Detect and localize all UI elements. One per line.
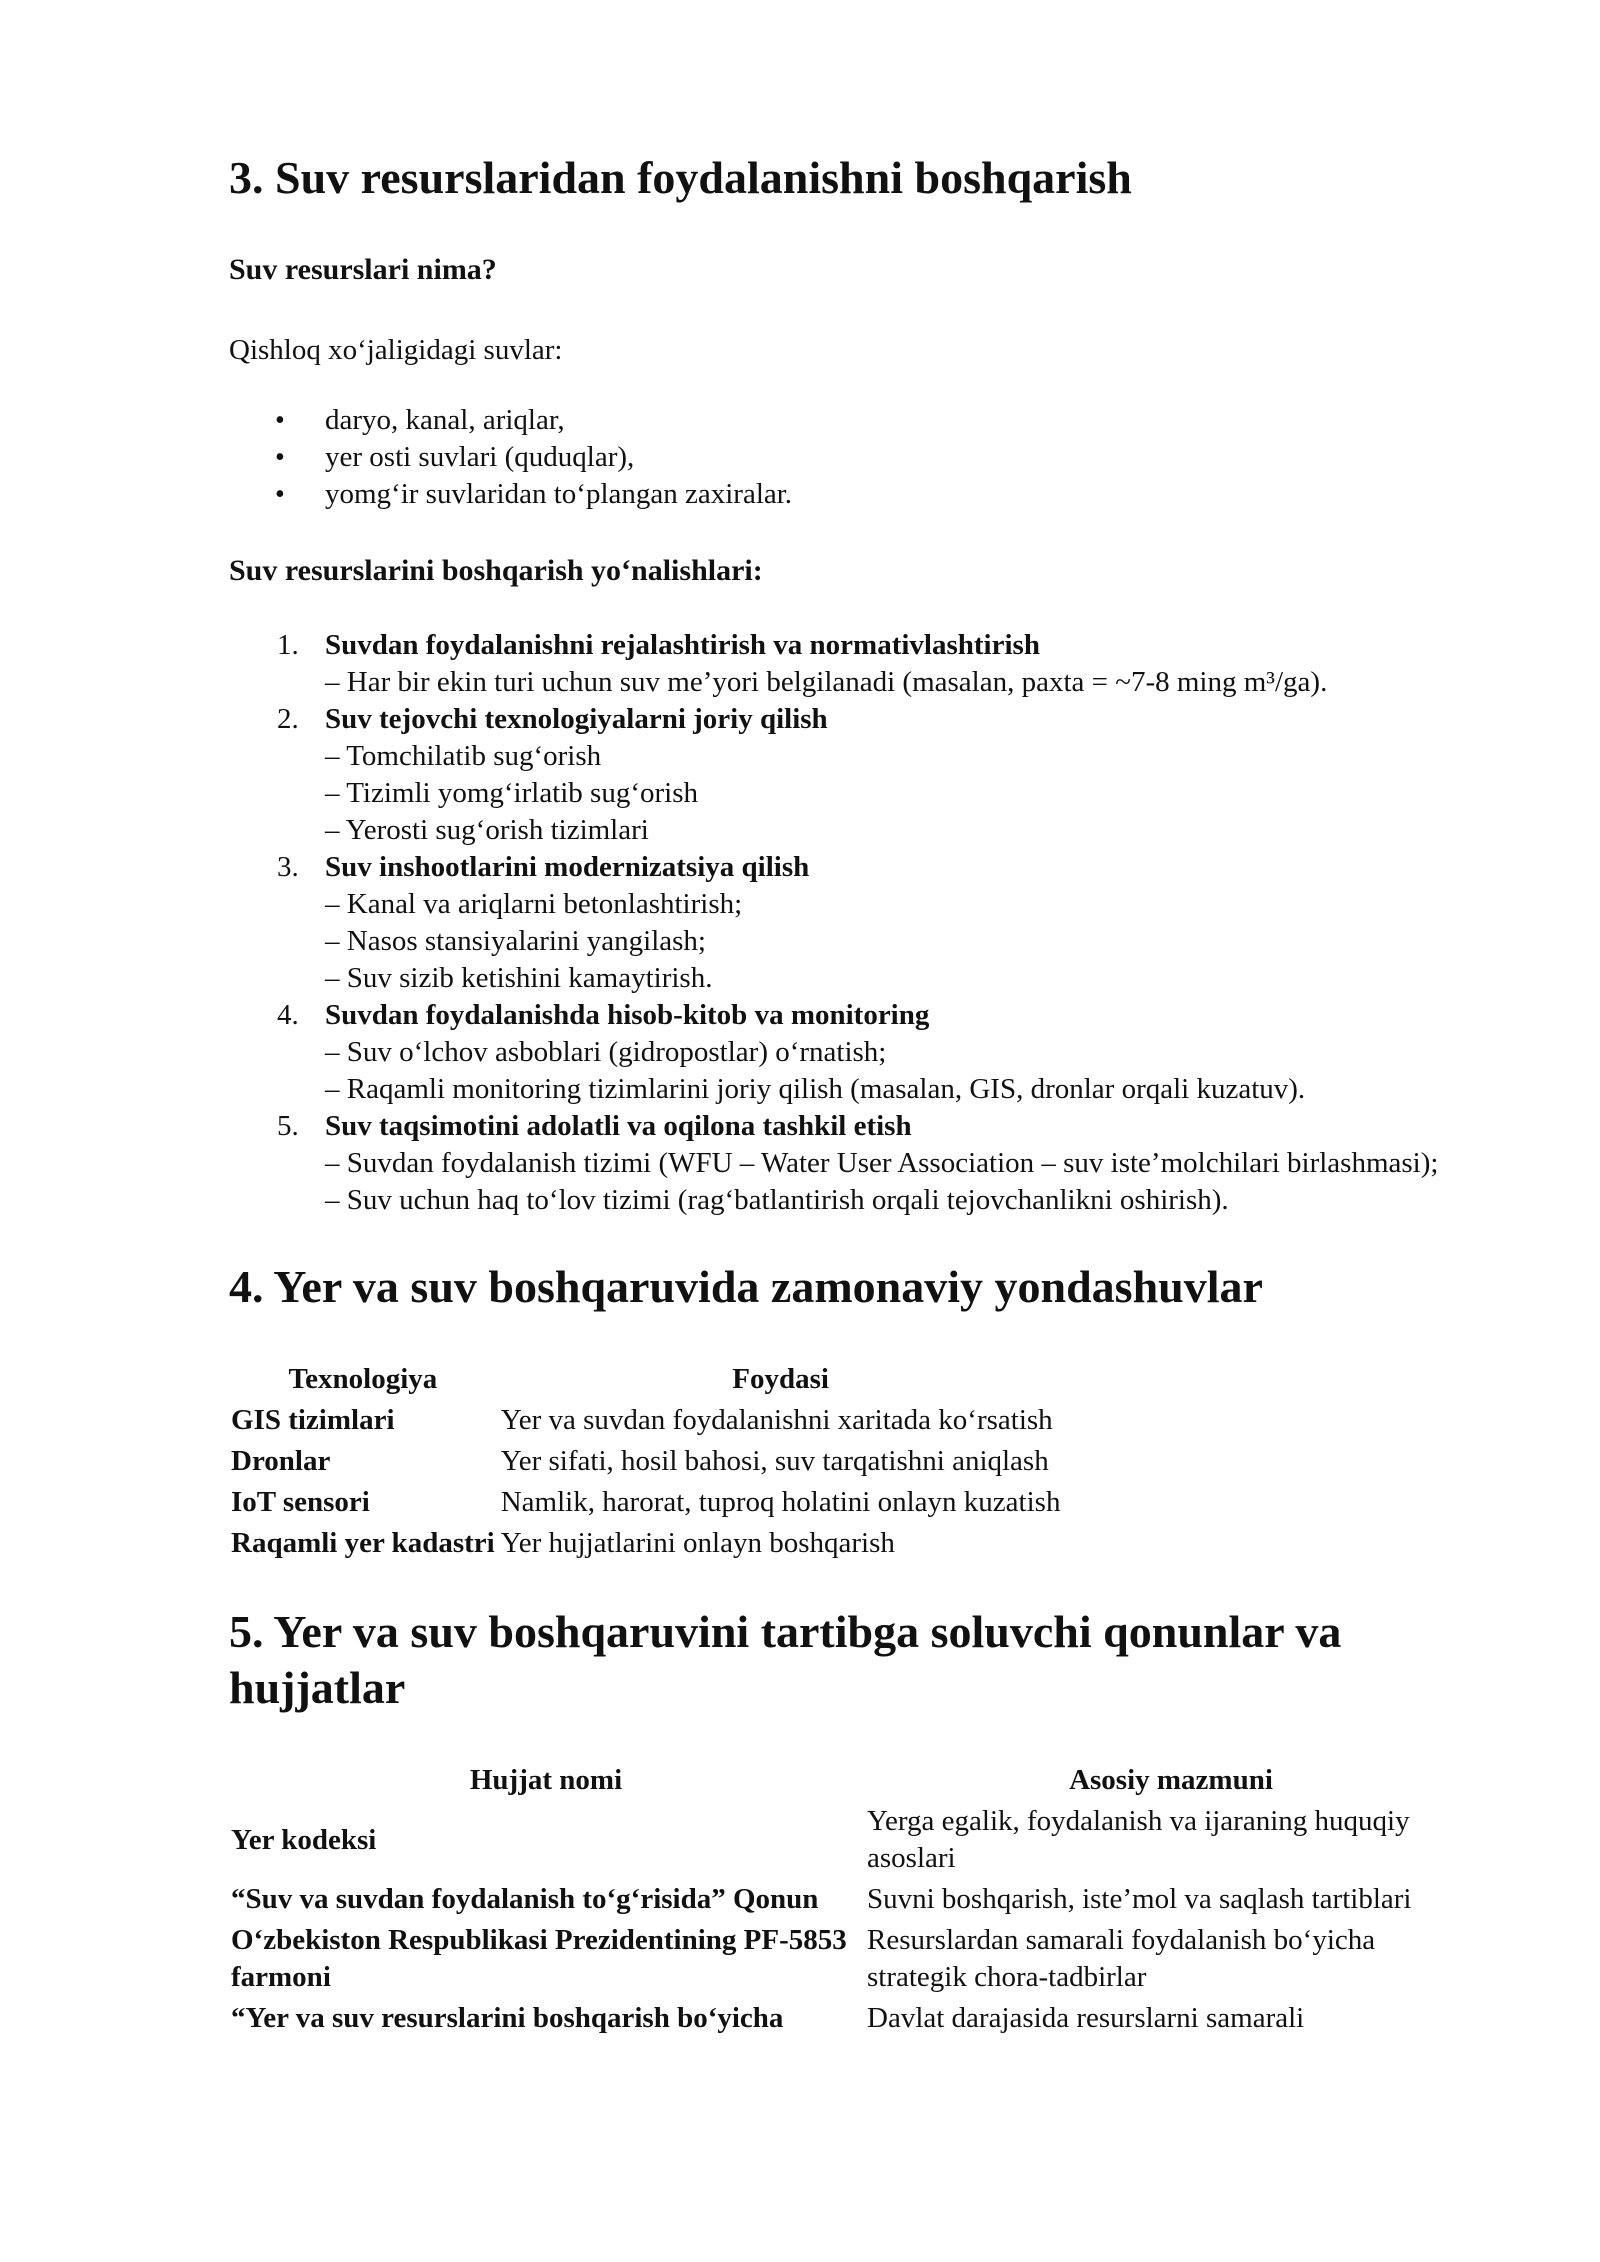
table-row [229,1801,1479,1879]
direction-line: – Kanal va ariqlarni betonlashtirish; [325,888,743,920]
column-header: Texnologiya [288,1363,438,1395]
table-cell: Resurslardan samarali foydalanish bo‘yicha strategik chora-tadbirlar [867,1924,1376,1993]
direction-line: – Suv sizib ketishini kamaytirish. [325,962,713,994]
table-cell: “Suv va suvdan foydalanish to‘g‘risida” Qonun [231,1883,819,1915]
list-item: • yer osti suvlari (quduqlar), [325,439,1479,476]
direction-line: – Tizimli yomg‘irlatib sug‘orish [325,777,698,809]
table-cell: IoT sensori [231,1486,370,1518]
table-row [229,1920,1479,1998]
document-page [229,150,1479,2039]
table-cell: Yer sifati, hosil bahosi, suv tarqatishni aniqlash [500,1445,1049,1477]
table-row [229,1482,1064,1523]
column-header: Foydasi [732,1363,829,1395]
list-item: • yomg‘ir suvlaridan to‘plangan zaxiralar. [325,476,1479,513]
item-number: 3. [277,851,299,883]
section-5-title: 5. Yer va suv boshqaruvini tartibga soluvchi qonunlar va hujjatlar [229,1606,1342,1713]
table-cell: GIS tizimlari [231,1404,395,1436]
direction-item [229,849,1479,997]
list-item: • daryo, kanal, ariqlar, [325,402,1479,439]
table-cell: “Yer va suv resurslarini boshqarish bo‘yicha [231,2002,784,2034]
table-cell: Yerga egalik, foydalanish va ijaraning huquqiy asoslari [867,1805,1410,1874]
direction-title: Suvdan foydalanishda hisob-kitob va monitoring [325,999,930,1031]
table-cell: Raqamli yer kadastri [231,1527,495,1559]
direction-line: – Raqamli monitoring tizimlarini joriy qilish (masalan, GIS, dronlar orqali kuzatuv). [325,1073,1306,1105]
table-cell: Yer va suvdan foydalanishni xaritada ko‘rsatish [500,1404,1053,1436]
table-cell: Yer hujjatlarini onlayn boshqarish [500,1527,895,1559]
table-cell: O‘zbekiston Respublikasi Prezidentining PF-5853 farmoni [231,1924,847,1993]
direction-title: Suv inshootlarini modernizatsiya qilish [325,851,810,883]
legal-documents-table [229,1760,1479,2039]
table-header-row [229,1760,1479,1801]
table-row [229,1998,1479,2039]
table-row [229,1400,1064,1441]
column-header: Asosiy mazmuni [1069,1764,1273,1796]
table-row [229,1523,1064,1564]
direction-item [229,627,1479,701]
section-3-subtitle: Suv resurslari nima? [229,253,497,286]
section-4-title: 4. Yer va suv boshqaruvida zamonaviy yondashuvlar [229,1261,1263,1312]
direction-line: – Suvdan foydalanish tizimi (WFU – Water User Association – suv iste’molchilari birlashmasi); [325,1147,1439,1179]
direction-line: – Tomchilatib sug‘orish [325,740,602,772]
direction-title: Suv tejovchi texnologiyalarni joriy qilish [325,703,828,735]
table-cell: Suvni boshqarish, iste’mol va saqlash tartiblari [867,1883,1412,1915]
item-number: 5. [277,1110,299,1142]
direction-title: Suvdan foydalanishni rejalashtirish va normativlashtirish [325,629,1040,661]
technology-table [229,1359,1064,1564]
directions-title: Suv resurslarini boshqarish yo‘nalishlari: [229,554,763,587]
water-sources-list [229,402,1479,513]
direction-line: – Suv uchun haq to‘lov tizimi (rag‘batlantirish orqali tejovchanlikni oshirish). [325,1184,1229,1216]
direction-title: Suv taqsimotini adolatli va oqilona tashkil etish [325,1110,912,1142]
section-3-title: 3. Suv resurslaridan foydalanishni boshqarish [229,152,1132,203]
direction-line: – Har bir ekin turi uchun suv me’yori belgilanadi (masalan, paxta = ~7-8 ming m³/ga). [325,666,1328,698]
direction-item [229,997,1479,1108]
direction-item [229,1108,1479,1219]
item-number: 2. [277,703,299,735]
item-number: 4. [277,999,299,1031]
column-header: Hujjat nomi [469,1764,623,1796]
table-row [229,1441,1064,1482]
directions-list [229,627,1479,1219]
section-3-intro: Qishloq xo‘jaligidagi suvlar: [229,334,563,366]
table-cell: Davlat darajasida resurslarni samarali [867,2002,1305,2034]
direction-line: – Nasos stansiyalarini yangilash; [325,925,706,957]
direction-line: – Suv o‘lchov asboblari (gidropostlar) o‘rnatish; [325,1036,887,1068]
table-row [229,1879,1479,1920]
item-number: 1. [277,629,299,661]
table-header-row [229,1359,1064,1400]
table-cell: Yer kodeksi [231,1823,377,1856]
table-cell: Dronlar [231,1445,331,1477]
direction-line: – Yerosti sug‘orish tizimlari [325,814,649,846]
direction-item [229,701,1479,849]
table-cell: Namlik, harorat, tuproq holatini onlayn kuzatish [500,1486,1061,1518]
